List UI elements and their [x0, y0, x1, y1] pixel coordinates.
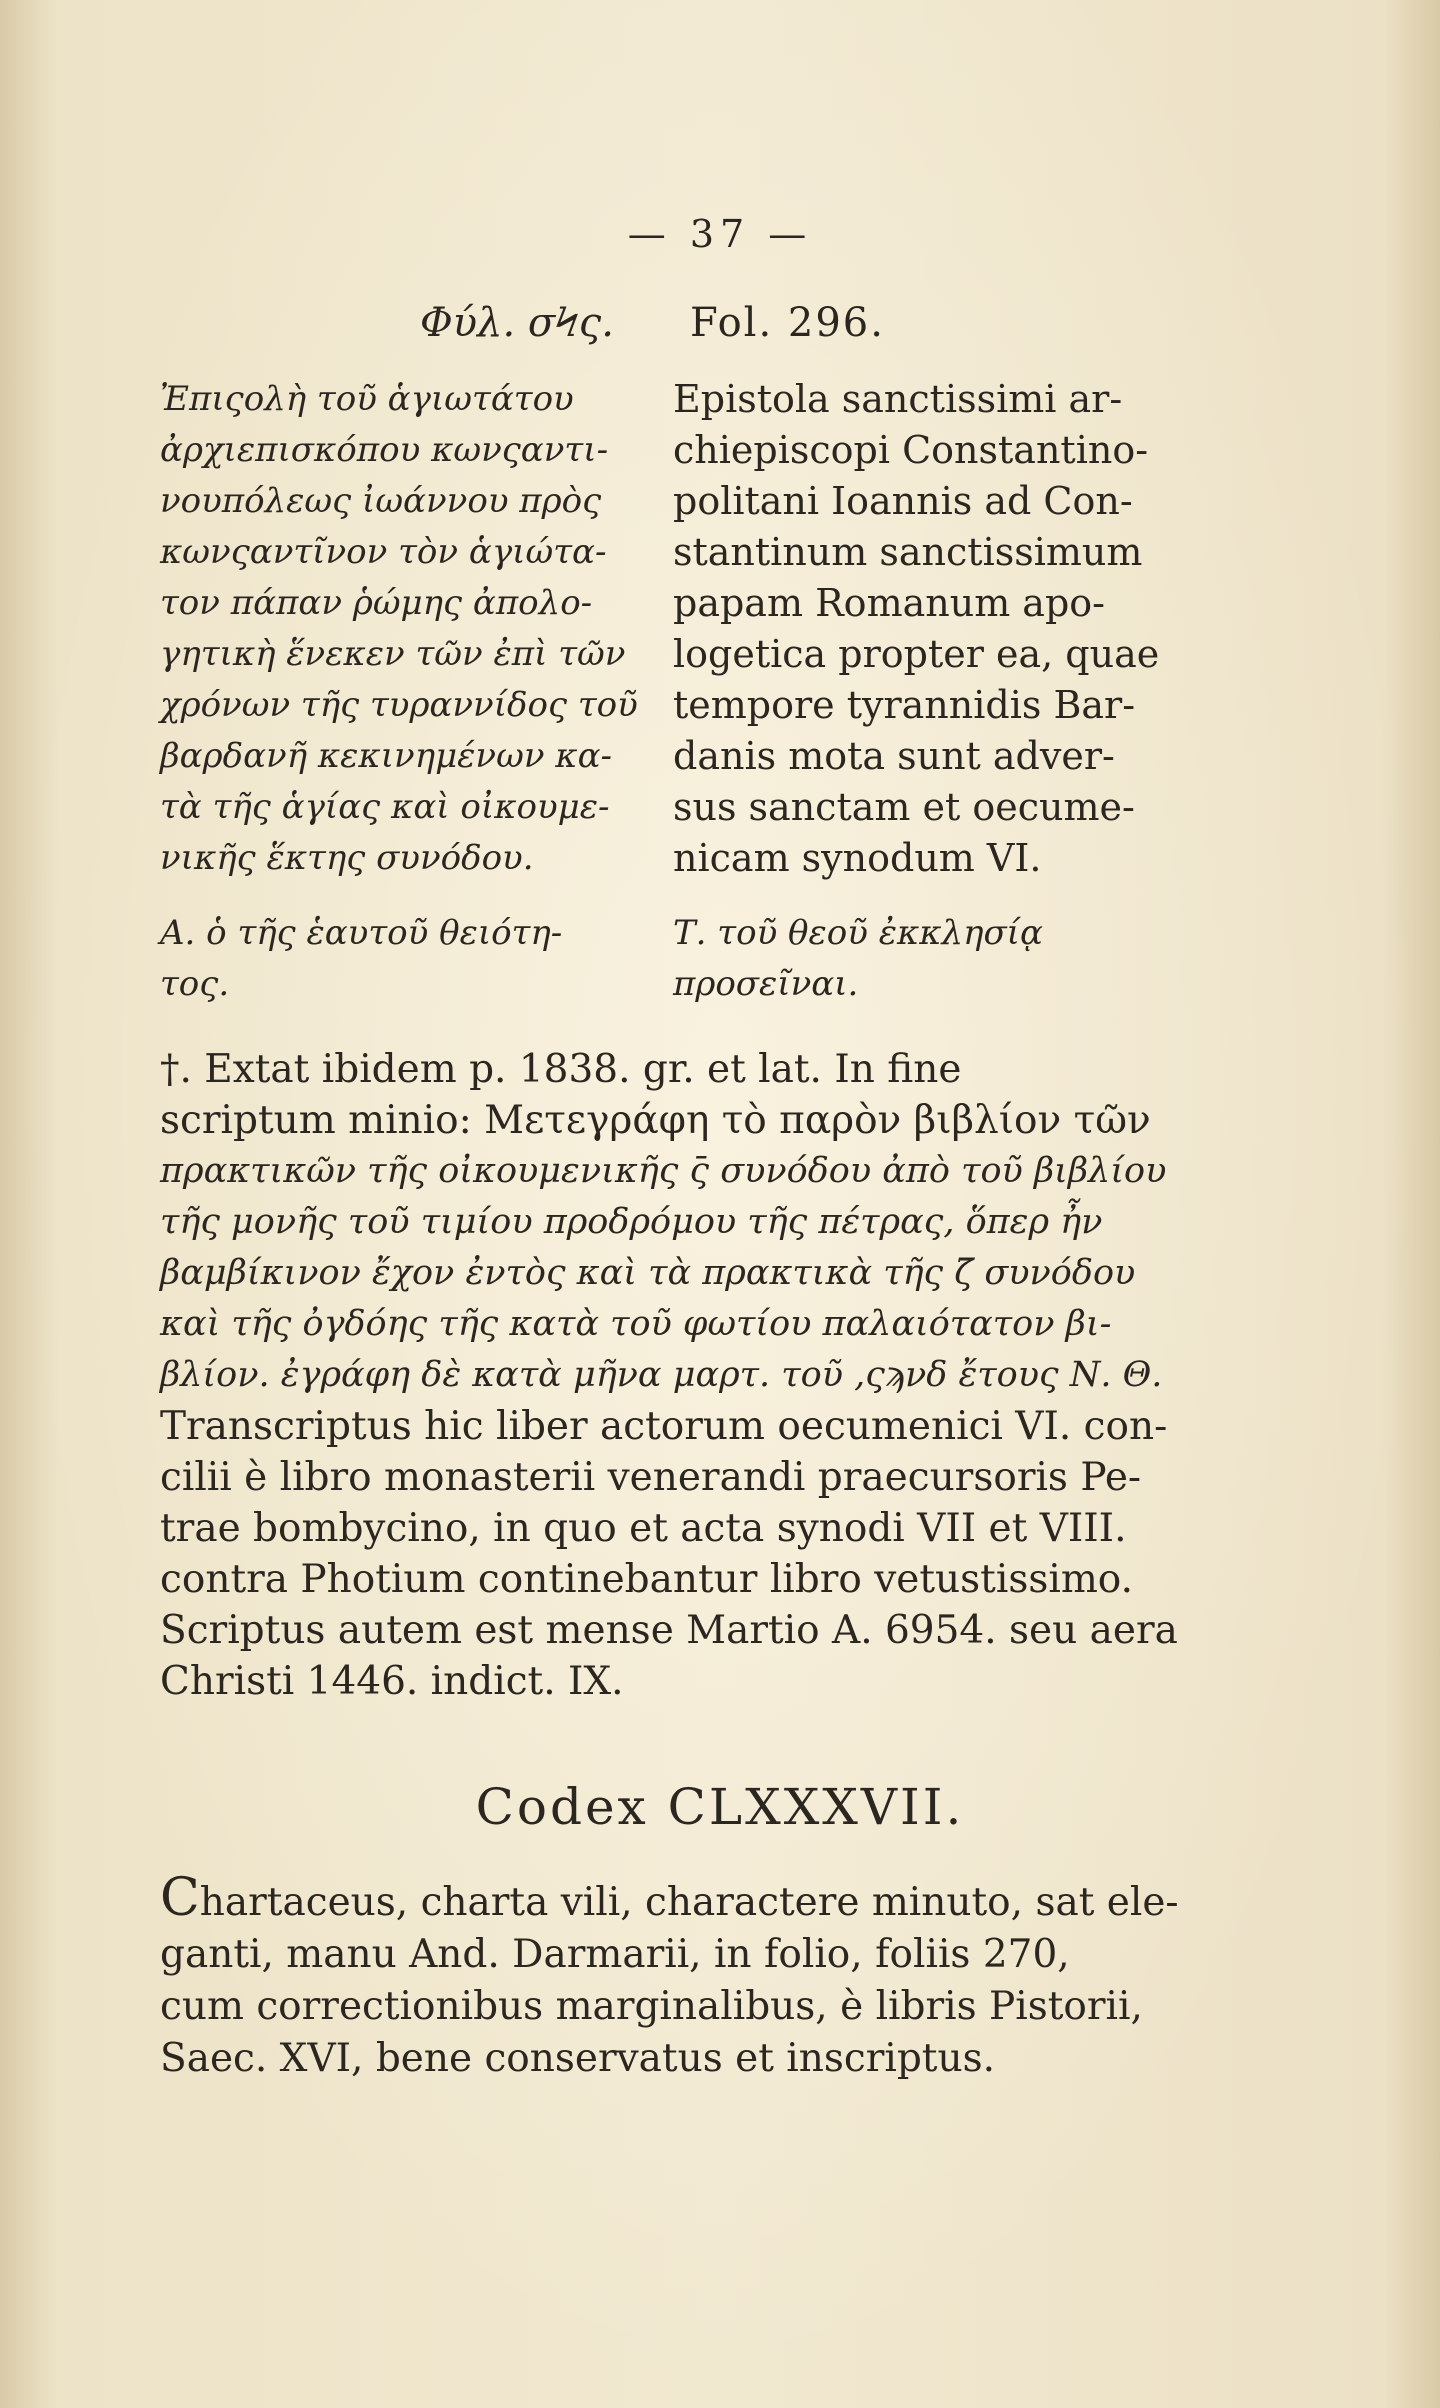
latin-incipit	[673, 908, 1153, 1010]
latin-title-line: chiepiscopi Constantino-	[673, 428, 1149, 472]
latin-title-line: sus sanctam et oecume-	[673, 785, 1135, 829]
latin-incipit-line: Τ. τοῦ θεοῦ ἐκκλησίᾳ	[673, 913, 1043, 953]
drop-cap: C	[160, 1868, 200, 1928]
footnote-line: trae bombycino, in quo et acta synodi VII et VIII.	[160, 1506, 1127, 1551]
description-line: cum correctionibus marginalibus, è libris Pistorii,	[160, 1984, 1143, 2029]
latin-title-line: tempore tyrannidis Bar-	[673, 683, 1136, 727]
greek-column	[160, 374, 638, 1010]
footnote-line: πρακτικῶν τῆς οἰκουμενικῆς ς̄ συνόδου ἀπὸ τοῦ βιβλίου	[160, 1151, 1167, 1191]
greek-title	[160, 374, 638, 884]
footnote-block	[160, 1044, 1178, 1707]
greek-title-line: κωνςαντῖνον τὸν ἁγιώτα-	[160, 532, 607, 572]
footnote-line: contra Photium continebantur libro vetustissimo.	[160, 1557, 1134, 1602]
greek-incipit	[160, 908, 630, 1010]
greek-title-line: νικῆς ἕκτης συνόδου.	[160, 838, 534, 878]
greek-title-line: χρόνων τῆς τυραννίδος τοῦ	[160, 685, 638, 725]
footnote-line: βαμβίκινον ἔχον ἐντὸς καὶ τὰ πρακτικὰ τῆς ζ̄ συνόδου	[160, 1253, 1136, 1293]
codex-description	[160, 1868, 1179, 2085]
greek-title-line: τον πάπαν ῥώμης ἀπολο-	[160, 583, 593, 623]
footnote-line: καὶ τῆς ὀγδόης τῆς κατὰ τοῦ φωτίου παλαιότατον βι-	[160, 1304, 1112, 1344]
latin-title-line: papam Romanum apo-	[673, 581, 1106, 625]
footnote-line: Christi 1446. indict. IX.	[160, 1659, 624, 1704]
latin-title-line: Epistola sanctissimi ar-	[673, 377, 1123, 421]
latin-title-line: logetica propter ea, quae	[673, 632, 1160, 676]
greek-title-line: τὰ τῆς ἁγίας καὶ οἰκουμε-	[160, 787, 610, 827]
footnote-line: scriptum minio: Μετεγράφη τὸ παρὸν βιβλίον τῶν	[160, 1098, 1151, 1143]
footnote-line: Scriptus autem est mense Martio A. 6954. seu aera	[160, 1608, 1178, 1653]
footnote-line: τῆς μονῆς τοῦ τιμίου προδρόμου τῆς πέτρας, ὅπερ ἦν	[160, 1202, 1103, 1242]
description-line: Saec. XVI, bene conservatus et inscriptus.	[160, 2036, 995, 2081]
greek-title-line: Ἐπιςολὴ τοῦ ἁγιωτάτου	[160, 379, 574, 419]
description-line: ganti, manu And. Darmarii, in folio, foliis 270,	[160, 1932, 1070, 1977]
latin-title-line: politani Ioannis ad Con-	[673, 479, 1133, 523]
latin-title-line: nicam synodum VI.	[673, 836, 1042, 880]
greek-title-line: βαρδανῆ κεκινημένων κα-	[160, 736, 613, 776]
greek-folio-heading: Φύλ. σϞς.	[420, 300, 614, 346]
greek-title-line: νουπόλεως ἰωάννου πρὸς	[160, 481, 602, 521]
latin-title-line: stantinum sanctissimum	[673, 530, 1143, 574]
greek-title-line: ἀρχιεπισκόπου κωνςαντι-	[160, 430, 609, 470]
footnote-line: βλίον. ἐγράφη δὲ κατὰ μῆνα μαρτ. τοῦ ,ςϡνδ ἔτους Ν. Θ.	[160, 1355, 1163, 1395]
latin-title	[673, 374, 1160, 884]
latin-column	[673, 374, 1160, 1010]
footnote-line: Transcriptus hic liber actorum oecumenici VI. con-	[160, 1404, 1168, 1449]
greek-title-line: γητικὴ ἕνεκεν τῶν ἐπὶ τῶν	[160, 634, 626, 674]
footnote-line: †. Extat ibidem p. 1838. gr. et lat. In fine	[160, 1047, 962, 1092]
greek-incipit-line: Α. ὁ τῆς ἑαυτοῦ θειότη-	[160, 913, 563, 953]
description-line	[160, 1868, 1179, 1929]
latin-folio-heading: Fol. 296.	[690, 300, 885, 346]
greek-incipit-line: τος.	[160, 964, 230, 1004]
latin-incipit-line: προσεῖναι.	[673, 964, 859, 1004]
footnote-line: cilii è libro monasterii venerandi praecursoris Pe-	[160, 1455, 1142, 1500]
page-number: — 37 —	[627, 212, 813, 256]
description-first-line: hartaceus, charta vili, charactere minuto, sat ele-	[199, 1880, 1179, 1925]
latin-title-line: danis mota sunt adver-	[673, 734, 1115, 778]
codex-heading: Codex CLXXXVII.	[475, 1778, 965, 1836]
